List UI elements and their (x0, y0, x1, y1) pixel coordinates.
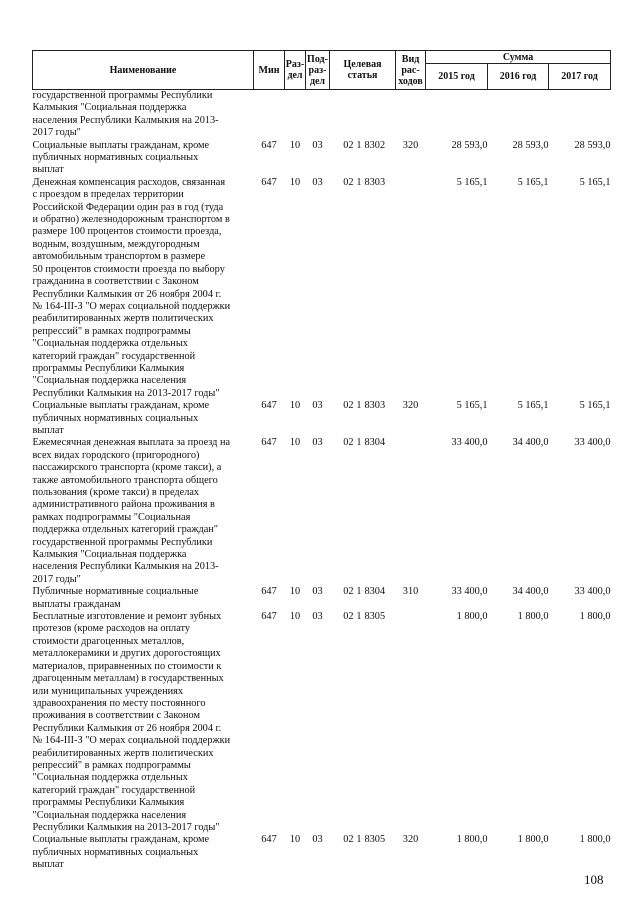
row-sum-2017: 5 165,1 (579, 400, 611, 412)
row-razdel: 10 (289, 139, 301, 151)
row-podrazdel: 03 (312, 611, 323, 623)
row-sum-2017: 28 593,0 (574, 139, 611, 151)
row-sum-2017: 33 400,0 (574, 437, 611, 449)
row-name: Денежная компенсация расходов, связанная с проездом в пределах территории Российской Федерации один раз в год (туда и обратно) железнодорожным транспортом в размере 100 процентов стоимости проезда, водным, воздушным, междугородным автомобильным транспортом в размере 50 процентов стоимости проезда по выбору гражданина в соответствии с Законом Республики Калмыкия от 26 ноября 2004 г. № 164-III-З "О мерах социальной поддержки реабилитированных жертв политических репрессий" в рамках подпрограммы "Социальная поддержка отдельных категорий граждан" государственной программы Республики Калмыкия "Социальная поддержка населения Республики Калмыкия на 2013-2017 годы" (32, 176, 231, 399)
row-razdel: 10 (289, 611, 301, 623)
row-article-code (365, 90, 396, 140)
row-article-code: 8305 (364, 611, 386, 623)
row-vid: 320 (402, 400, 419, 412)
header-sum: Сумма (426, 51, 611, 64)
row-name: государственной программы Республики Калмыкия "Социальная поддержка населения Республики Калмыкия на 2013- 2017 годы" (32, 90, 219, 139)
row-sum-2015: 28 593,0 (451, 139, 488, 151)
row-article-program: 02 (343, 437, 354, 449)
row-sum-2016: 34 400,0 (512, 437, 549, 449)
row-article-program: 02 (343, 176, 354, 188)
row-vid: 320 (402, 139, 419, 151)
header-min: Мин (254, 51, 285, 90)
row-vid (396, 437, 426, 586)
table-row (33, 834, 611, 871)
row-name: Публичные нормативные социальные выплаты гражданам (32, 586, 199, 610)
table-body (33, 90, 611, 872)
header-article: Целевая статья (330, 51, 396, 90)
row-min: 647 (261, 437, 277, 449)
header-name: Наименование (33, 51, 254, 90)
row-sum-2016: 1 800,0 (517, 611, 549, 623)
row-article-subprogram: 1 (356, 176, 362, 188)
row-vid (396, 90, 426, 140)
row-sum-2015: 5 165,1 (456, 176, 488, 188)
row-article-program: 02 (343, 834, 354, 846)
row-razdel (285, 90, 306, 140)
row-podrazdel: 03 (312, 586, 323, 598)
table-row (33, 611, 611, 834)
row-sum-2015: 33 400,0 (451, 437, 488, 449)
row-vid (396, 177, 426, 400)
header-razdel: Раз- дел (285, 51, 306, 90)
row-article-code: 8305 (364, 834, 386, 846)
row-sum-2017: 1 800,0 (579, 834, 611, 846)
row-sum-2017: 1 800,0 (579, 611, 611, 623)
row-article-code: 8302 (364, 139, 386, 151)
row-name: Бесплатные изготовление и ремонт зубных протезов (кроме расходов на оплату стоимости драгоценных металлов, металлокерамики и других дорогостоящих материалов, приравненных по стоимости к драгоценным металлам) в государственных или муниципальных учреждениях здравоохранения по месту постоянного проживания в соответствии с Законом Республики Калмыкия от 26 ноября 2004 г. № 164-III-З "О мерах социальной поддержки реабилитированных жертв политических репрессий" в рамках подпрограммы "Социальная поддержка отдельных категорий граждан" государственной программы Республики Калмыкия "Социальная поддержка населения Республики Калмыкия на 2013-2017 годы" (32, 611, 231, 833)
table-row (33, 140, 611, 177)
row-min: 647 (261, 834, 277, 846)
row-min: 647 (261, 176, 277, 188)
row-vid (396, 611, 426, 834)
table-row (33, 400, 611, 437)
row-article-subprogram (354, 90, 365, 140)
row-sum-2016: 5 165,1 (517, 176, 549, 188)
row-razdel: 10 (289, 586, 301, 598)
row-sum-2016: 1 800,0 (517, 834, 549, 846)
budget-table (32, 50, 611, 872)
row-vid: 310 (402, 586, 419, 598)
row-article-subprogram: 1 (356, 139, 362, 151)
row-sum-2015: 33 400,0 (451, 586, 488, 598)
row-min (254, 90, 285, 140)
row-article-subprogram: 1 (356, 400, 362, 412)
row-razdel: 10 (289, 176, 301, 188)
row-podrazdel (306, 90, 330, 140)
row-article-program: 02 (343, 400, 354, 412)
header-year-2016: 2016 год (488, 64, 549, 90)
row-podrazdel: 03 (312, 400, 323, 412)
row-article-code: 8304 (364, 586, 386, 598)
row-article-program: 02 (343, 611, 354, 623)
row-podrazdel: 03 (312, 834, 323, 846)
row-name: Социальные выплаты гражданам, кроме публичных нормативных социальных выплат (32, 139, 210, 176)
row-podrazdel: 03 (312, 176, 323, 188)
header-podrazdel: Под- раз- дел (306, 51, 330, 90)
row-article-subprogram: 1 (356, 586, 362, 598)
row-article-code: 8303 (364, 400, 386, 412)
row-sum-2016: 28 593,0 (512, 139, 549, 151)
row-sum-2016 (488, 90, 549, 140)
header-year-2015: 2015 год (426, 64, 488, 90)
page-number: 108 (584, 872, 604, 887)
row-sum-2017: 5 165,1 (579, 176, 611, 188)
row-article-subprogram: 1 (356, 437, 362, 449)
header-year-2017: 2017 год (549, 64, 611, 90)
row-sum-2016: 34 400,0 (512, 586, 549, 598)
table-row (33, 90, 611, 140)
row-name: Социальные выплаты гражданам, кроме публичных нормативных социальных выплат (32, 834, 210, 871)
row-podrazdel: 03 (312, 139, 323, 151)
row-razdel: 10 (289, 437, 301, 449)
row-article-subprogram: 1 (356, 834, 362, 846)
table-row (33, 177, 611, 400)
row-vid: 320 (402, 834, 419, 846)
table-row (33, 586, 611, 611)
row-min: 647 (261, 400, 277, 412)
row-name: Ежемесячная денежная выплата за проезд на всех видах городского (пригородного) пассажирского транспорта (кроме такси), а также автомобильного транспорта общего пользования (кроме такси) в пределах административного района проживания в рамках подпрограммы "Социальная поддержка отдельных категорий граждан" государственной программы Республики Калмыкия "Социальная поддержка населения Республики Калмыкия на 2013- 2017 годы" (32, 437, 231, 585)
header-vid: Вид рас- ходов (396, 51, 426, 90)
row-article-code: 8304 (364, 437, 386, 449)
row-razdel: 10 (289, 400, 301, 412)
row-min: 647 (261, 611, 277, 623)
row-article-code: 8303 (364, 176, 386, 188)
row-min: 647 (261, 586, 277, 598)
row-sum-2015: 5 165,1 (456, 400, 488, 412)
table-row (33, 437, 611, 586)
row-sum-2015: 1 800,0 (456, 611, 488, 623)
row-min: 647 (261, 139, 277, 151)
row-article-program (330, 90, 354, 140)
row-sum-2017: 33 400,0 (574, 586, 611, 598)
row-article-program: 02 (343, 586, 354, 598)
row-sum-2015 (426, 90, 488, 140)
row-podrazdel: 03 (312, 437, 323, 449)
row-sum-2017 (549, 90, 611, 140)
row-razdel: 10 (289, 834, 301, 846)
row-article-subprogram: 1 (356, 611, 362, 623)
table-header (33, 51, 611, 90)
row-name: Социальные выплаты гражданам, кроме публичных нормативных социальных выплат (32, 400, 210, 436)
row-sum-2015: 1 800,0 (456, 834, 488, 846)
row-sum-2016: 5 165,1 (517, 400, 549, 412)
row-article-program: 02 (343, 139, 354, 151)
